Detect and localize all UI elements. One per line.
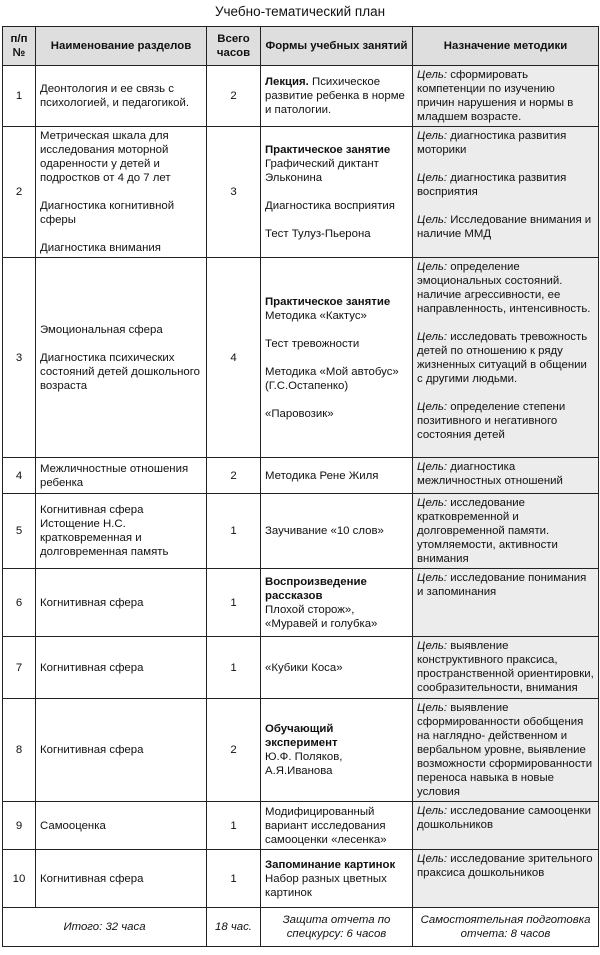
section-cell (36, 637, 207, 699)
spacer (417, 157, 594, 171)
hours-cell: 4 (207, 258, 261, 458)
purpose-cell (413, 569, 599, 637)
row-number: 9 (3, 802, 36, 850)
purpose-item (417, 804, 594, 832)
section-line: Межличностные отношения ребенка (40, 462, 189, 489)
purpose-text: исследование самооценки дошкольников (417, 805, 592, 831)
forms-line: «Кубики Коса» (265, 661, 343, 674)
purpose-cell (413, 494, 599, 569)
table-row (3, 850, 599, 908)
section-line: Диагностика когнитивной сферы (40, 200, 175, 226)
spacer (417, 316, 594, 330)
section-cell (36, 258, 207, 458)
spacer (265, 393, 408, 407)
purpose-text: выявление сформированности обобщения на наглядно- действенном и вербальном уровне, выявление возможности сформированности переноса навыка в новые условия (417, 702, 593, 798)
purpose-text: исследование кратковременной и долговременной памяти. утомляемости, активности внимания (417, 497, 558, 565)
section-cell (36, 802, 207, 850)
section-line: Когнитивная сфера (40, 661, 144, 674)
purpose-cell (413, 637, 599, 699)
table-row (3, 494, 599, 569)
goal-label: Цель: (417, 69, 448, 81)
hours-cell: 1 (207, 569, 261, 637)
section-cell (36, 66, 207, 127)
goal-label: Цель: (417, 572, 448, 584)
forms-cell (261, 802, 413, 850)
goal-label: Цель: (417, 702, 448, 714)
goal-label: Цель: (417, 401, 448, 413)
forms-cell (261, 699, 413, 802)
forms-title: Лекция. (265, 76, 309, 88)
forms-title: Практическое занятие (265, 144, 391, 156)
purpose-text: Исследование внимания и наличие ММД (417, 214, 592, 240)
goal-label: Цель: (417, 497, 448, 509)
forms-title: Запоминание картинок (265, 858, 396, 871)
table-row (3, 569, 599, 637)
document-title: Учебно-тематический план (214, 4, 386, 19)
table-row (3, 127, 599, 258)
forms-line: Набор разных цветных картинок (265, 872, 387, 899)
forms-cell (261, 258, 413, 458)
purpose-cell (413, 258, 599, 458)
forms-title: Практическое занятие (265, 295, 391, 308)
forms-line: Методика Рене Жиля (265, 469, 379, 482)
purpose-item (417, 460, 594, 488)
purpose-text: диагностика межличностных отношений (417, 461, 563, 487)
section-cell (36, 494, 207, 569)
section-line: Диагностика внимания (40, 242, 161, 254)
goal-label: Цель: (417, 261, 448, 273)
purpose-text: исследовать тревожность детей по отношению к ряду жизненных ситуаций в общении с другими людьми. (417, 331, 588, 385)
header-num: п/п № (3, 27, 36, 66)
section-line: Когнитивная сфера (40, 744, 144, 756)
forms-line: Психическое развитие ребенка в норме и патологии. (265, 76, 405, 116)
purpose-item (417, 330, 594, 386)
table-row (3, 258, 599, 458)
forms-line: «Паровозик» (265, 407, 334, 420)
goal-label: Цель: (417, 130, 448, 142)
forms-cell (261, 66, 413, 127)
forms-line: Плохой сторож», «Муравей и голубка» (265, 603, 378, 630)
goal-label: Цель: (417, 172, 448, 184)
forms-line: Методика «Кактус» (265, 309, 367, 322)
row-number: 3 (3, 258, 36, 458)
section-cell (36, 569, 207, 637)
goal-label: Цель: (417, 853, 448, 865)
forms-cell (261, 494, 413, 569)
forms-line: Модифицированный вариант исследования самооценки «лесенка» (265, 805, 387, 846)
purpose-item (417, 400, 594, 442)
section-line: Когнитивная сфера Истощение Н.С. кратковременная и долговременная память (40, 504, 169, 558)
purpose-cell (413, 66, 599, 127)
purpose-item (417, 260, 594, 316)
purpose-item (417, 571, 594, 599)
forms-cell (261, 127, 413, 258)
footer-self-study: Самостоятельная подготовка отчета: 8 часов (413, 908, 599, 947)
hours-cell: 1 (207, 637, 261, 699)
purpose-item (417, 639, 594, 695)
purpose-cell (413, 458, 599, 494)
forms-line: Методика «Мой автобус» (Г.С.Остапенко) (265, 365, 399, 392)
purpose-cell (413, 699, 599, 802)
spacer (417, 199, 594, 213)
purpose-cell (413, 802, 599, 850)
table-body (3, 66, 599, 908)
purpose-cell (413, 850, 599, 908)
forms-cell (261, 637, 413, 699)
forms-line: Заучивание «10 слов» (265, 525, 384, 537)
purpose-item (417, 171, 594, 199)
section-cell (36, 127, 207, 258)
section-line: Когнитивная сфера (40, 596, 144, 609)
hours-cell: 1 (207, 802, 261, 850)
goal-label: Цель: (417, 214, 448, 226)
hours-cell: 1 (207, 850, 261, 908)
curriculum-table (2, 26, 599, 947)
hours-cell: 2 (207, 66, 261, 127)
table-footer-row (3, 908, 599, 947)
table-row (3, 802, 599, 850)
table-header-row (3, 27, 599, 66)
forms-cell (261, 458, 413, 494)
purpose-text: определение степени позитивного и негативного состояния детей (417, 401, 566, 441)
footer-hours: 18 час. (207, 908, 261, 947)
section-cell (36, 458, 207, 494)
forms-cell (261, 569, 413, 637)
goal-label: Цель: (417, 640, 448, 652)
purpose-item (417, 213, 594, 241)
section-line: Когнитивная сфера (40, 872, 144, 885)
row-number: 7 (3, 637, 36, 699)
forms-line: Тест тревожности (265, 337, 360, 350)
spacer (40, 227, 202, 241)
forms-title: Воспроизведение рассказов (265, 575, 367, 602)
purpose-item (417, 129, 594, 157)
spacer (265, 351, 408, 365)
table-row (3, 699, 599, 802)
row-number: 1 (3, 66, 36, 127)
footer-total: Итого: 32 часа (3, 908, 207, 947)
forms-line: Диагностика восприятия (265, 200, 395, 212)
section-line: Диагностика психических состояний детей дошкольного возраста (40, 351, 200, 392)
purpose-text: сформировать компетенции по изучению причин нарушения и нормы в младшем возрасте. (417, 69, 574, 123)
forms-line: Тест Тулуз-Пьерона (265, 228, 371, 240)
purpose-text: диагностика развития моторики (417, 130, 567, 156)
section-line: Самооценка (40, 819, 106, 832)
row-number: 6 (3, 569, 36, 637)
table-row (3, 66, 599, 127)
purpose-item (417, 852, 594, 880)
header-hours: Всего часов (207, 27, 261, 66)
spacer (265, 213, 408, 227)
hours-cell: 2 (207, 458, 261, 494)
purpose-text: выявление конструктивного праксиса, пространственной ориентировки, сообразительности, внимания (417, 640, 594, 694)
row-number: 5 (3, 494, 36, 569)
purpose-cell (413, 127, 599, 258)
row-number: 8 (3, 699, 36, 802)
purpose-text: диагностика развития восприятия (417, 172, 567, 198)
spacer (265, 323, 408, 337)
purpose-item (417, 496, 594, 566)
spacer (40, 337, 202, 351)
section-cell (36, 699, 207, 802)
section-line: Эмоциональная сфера (40, 323, 163, 336)
header-purpose: Назначение методики (413, 27, 599, 66)
purpose-text: исследование зрительного праксиса дошкольников (417, 853, 593, 879)
purpose-text: определение эмоциональных состояний. наличие агрессивности, ее направленность, интенсивность. (417, 261, 591, 315)
row-number: 4 (3, 458, 36, 494)
section-line: Деонтология и ее связь с психологией, и педагогикой. (40, 83, 190, 109)
spacer (417, 386, 594, 400)
purpose-item (417, 68, 594, 124)
spacer (40, 185, 202, 199)
footer-defense: Защита отчета по спецкурсу: 6 часов (261, 908, 413, 947)
header-section: Наименование разделов (36, 27, 207, 66)
forms-line: Ю.Ф. Поляков, А.Я.Иванова (265, 751, 343, 777)
table-row (3, 458, 599, 494)
row-number: 2 (3, 127, 36, 258)
goal-label: Цель: (417, 461, 448, 473)
row-number: 10 (3, 850, 36, 908)
forms-cell (261, 850, 413, 908)
hours-cell: 3 (207, 127, 261, 258)
goal-label: Цель: (417, 331, 448, 343)
header-forms: Формы учебных занятий (261, 27, 413, 66)
section-cell (36, 850, 207, 908)
spacer (265, 185, 408, 199)
hours-cell: 2 (207, 699, 261, 802)
purpose-text: исследование понимания и запоминания (417, 572, 587, 598)
forms-line: Графический диктант Эльконина (265, 158, 379, 184)
goal-label: Цель: (417, 805, 448, 817)
section-line: Метрическая шкала для исследования моторной одаренности у детей и подростков от 4 до 7 лет (40, 130, 171, 184)
hours-cell: 1 (207, 494, 261, 569)
table-row (3, 637, 599, 699)
forms-title: Обучающий эксперимент (265, 723, 338, 749)
purpose-item (417, 701, 594, 799)
